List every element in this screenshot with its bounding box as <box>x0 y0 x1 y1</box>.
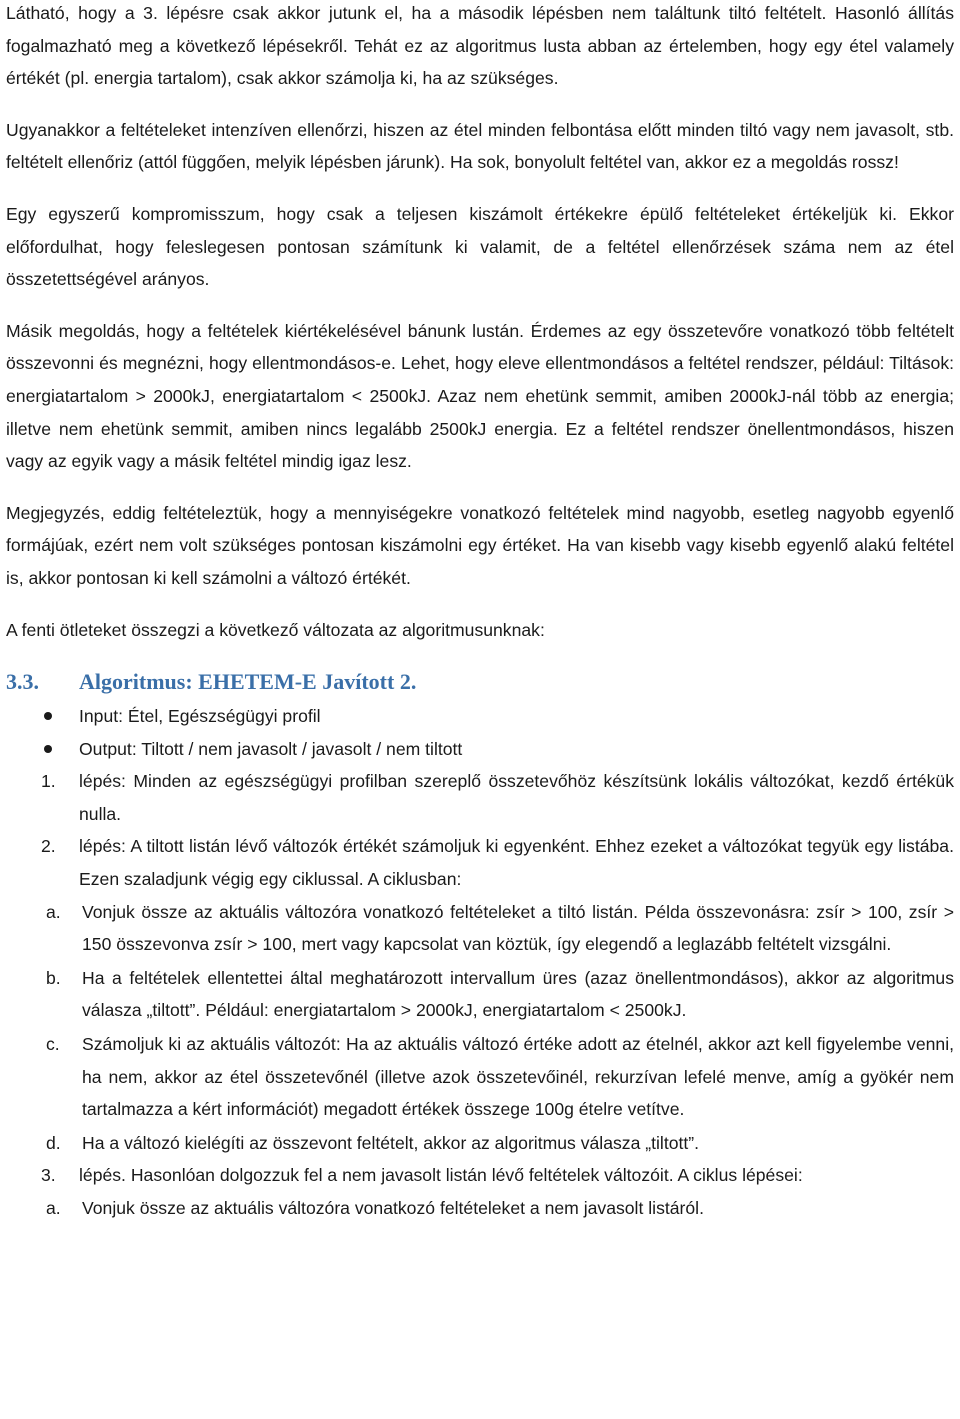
substep-text: Vonjuk össze az aktuális változóra vonatkozó feltételeket a nem javasolt listáról. <box>82 1198 704 1218</box>
step-number: 1. <box>41 771 56 792</box>
algorithm-steps-continued <box>6 1159 954 1192</box>
substep-2d <box>6 1127 954 1160</box>
paragraph-note: Megjegyzés, eddig feltételeztük, hogy a mennyiségekre vonatkozó feltételek mind nagyobb, esetleg nagyobb egyenlő formájúak, ezért nem volt szükséges pontosan kiszámolni egy értéket. Ha van kisebb vagy kisebb egyenlő alakú feltétel is, akkor pontosan ki kell számolni a változó értékét. <box>6 502 954 588</box>
step-2 <box>6 830 954 895</box>
step-number: 3. <box>41 1165 56 1186</box>
step-text: lépés: Minden az egészségügyi profilban szereplő összetevőhöz készítsünk lokális változókat, kezdő értékük nulla. <box>79 771 954 824</box>
substep-letter: a. <box>46 901 61 922</box>
paragraph-alternative-solution: Másik megoldás, hogy a feltételek kiértékelésével bánunk lustán. Érdemes az egy összetevőre vonatkozó több feltételt összevonni és megnézni, hogy ellentmondásos-e. Lehet, hogy eleve ellentmondásos a feltétel rendszer, például: Tiltások: energiatartalom > 2000kJ, energiatartalom < 2500kJ. Azaz nem ehetünk semmit, amiben 2000kJ-nál több az energia; illetve nem ehetünk semmit, amiben nincs legalább 2500kJ energia. Ez a feltétel rendszer önellentmondásos, hiszen vagy az egyik vagy a másik feltétel mindig igaz lesz. <box>6 320 954 472</box>
bullet-dot-icon <box>44 712 52 720</box>
bullet-dot-icon <box>44 745 52 753</box>
step-number: 2. <box>41 836 56 857</box>
substep-2c <box>6 1028 954 1126</box>
substep-text: Számoljuk ki az aktuális változót: Ha az aktuális változó értéke adott az ételnél, akkor azt kell figyelembe venni, ha nem, akkor az étel összetevőnél (illetve azok összetevőinél, rekurzívan lefelé menve, amíg a gyökér nem tartalmazza a kért információt) megadott értékek összege 100g ételre vetítve. <box>82 1034 954 1120</box>
paragraph-summary-intro: A fenti ötleteket összegzi a következő változata az algoritmusunknak: <box>6 619 545 640</box>
paragraph-lazy-algorithm: Látható, hogy a 3. lépésre csak akkor jutunk el, ha a második lépésben nem találtunk tiltó feltételt. Hasonló állítás fogalmazható meg a következő lépésekről. Tehát ez az algoritmus lusta abban az értelemben, hogy egy étel valamely értékét (pl. energia tartalom), csak akkor számolja ki, ha az szükséges. <box>6 3 954 89</box>
substep-text: Vonjuk össze az aktuális változóra vonatkozó feltételeket a tiltó listán. Példa összevonásra: zsír > 100, zsír > 150 összevonva zsír > 100, mert vagy kapcsolat van köztük, így elegendő a leglazább feltételt vizsgálni. <box>82 901 954 955</box>
substep-letter: a. <box>46 1198 61 1218</box>
paragraph-compromise: Egy egyszerű kompromisszum, hogy csak a teljesen kiszámolt értékekre épülő feltételeket értékeljük ki. Ekkor előfordulhat, hogy feleslegesen pontosan számítunk ki valamit, de a feltétel ellenőrzések száma nem az étel összetettségével arányos. <box>6 203 954 290</box>
step-text: lépés. Hasonlóan dolgozzuk fel a nem javasolt listán lévő feltételek változóit. A ciklus lépései: <box>79 1165 803 1186</box>
section-title: Algoritmus: EHETEM-E Javított 2. <box>79 669 417 695</box>
substep-letter: b. <box>46 967 61 988</box>
step-2-substeps <box>6 896 954 1160</box>
step-text: lépés: A tiltott listán lévő változók értékét számoljuk ki egyenként. Ehhez ezeket a változókat tegyük egy listába. Ezen szaladjunk végig egy ciklussal. A ciklusban: <box>79 836 954 890</box>
substep-text: Ha a feltételek ellentettei által meghatározott intervallum üres (azaz önellentmondásos), akkor az algoritmus válasza „tiltott”. Például: energiatartalom > 2000kJ, energiatartalom < 2500kJ. <box>82 967 954 1021</box>
substep-text: Ha a változó kielégíti az összevont feltételt, akkor az algoritmus válasza „tiltott”. <box>82 1132 700 1153</box>
substep-2b <box>6 962 954 1027</box>
io-bullet-list <box>6 700 954 765</box>
substep-letter: d. <box>46 1132 61 1153</box>
step-1 <box>6 765 954 830</box>
algorithm-steps <box>6 765 954 895</box>
substep-2a <box>6 896 954 961</box>
section-heading <box>6 666 954 698</box>
step-3 <box>6 1159 954 1192</box>
substep-letter: c. <box>46 1034 60 1055</box>
bullet-input: Input: Étel, Egészségügyi profil <box>6 700 954 733</box>
paragraph-intensive-check: Ugyanakkor a feltételeket intenzíven ellenőrzi, hiszen az étel minden felbontása előtt minden tiltó vagy nem javasolt, stb. feltételt ellenőriz (attól függően, melyik lépésben járunk). Ha sok, bonyolult feltétel van, akkor ez a megoldás rossz! <box>6 119 954 173</box>
substep-3a <box>6 1192 954 1225</box>
bullet-output: Output: Tiltott / nem javasolt / javasolt / nem tiltott <box>6 733 954 766</box>
step-3-substeps <box>6 1192 954 1225</box>
section-number: 3.3. <box>6 669 39 695</box>
